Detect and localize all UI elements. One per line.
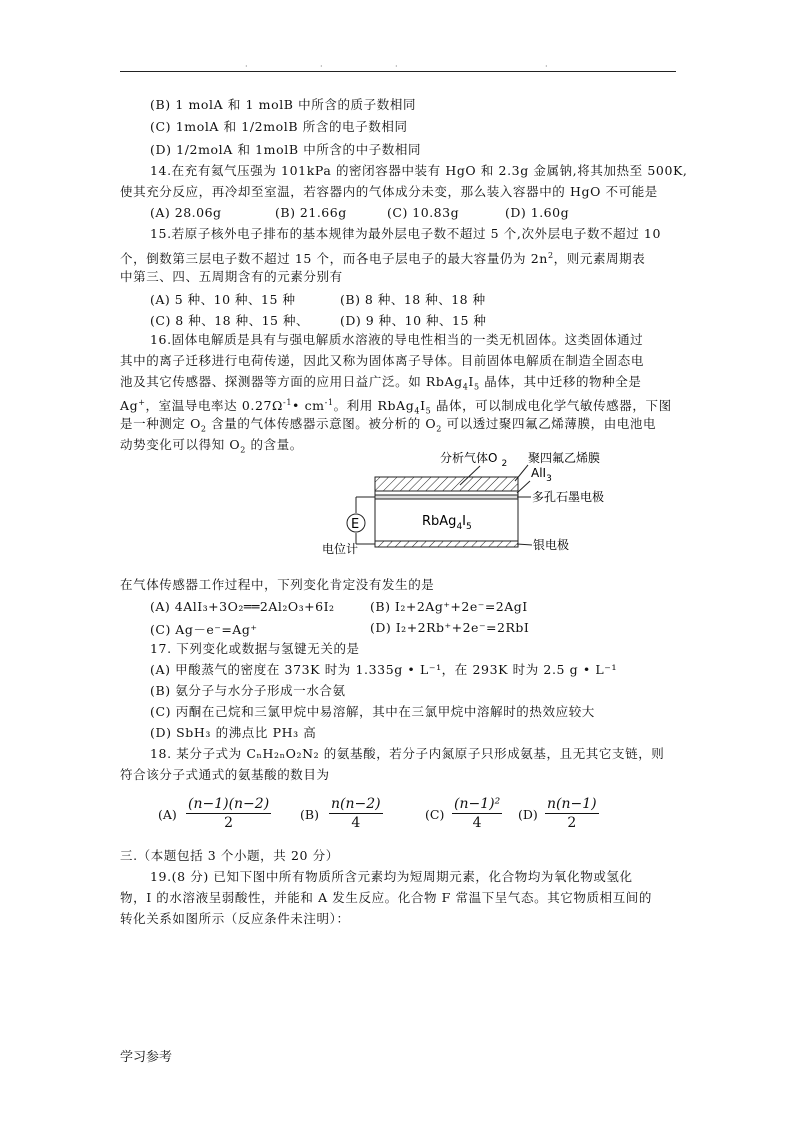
q15-option-b: (B) 8 种、18 种、18 种	[340, 292, 486, 307]
q15-line2: 个，倒数第三层电子数不超过 15 个，而各电子层电子的最大容量仍为 $2n^2$，则元素周期表	[120, 251, 646, 267]
q15-line1: 15.若原子核外电子排布的基本规律为最外层电子数不超过 5 个,次外层电子数不超过 10	[150, 226, 662, 241]
q14-line1: 14.在充有氦气压强为 101kPa 的密闭容器中装有 HgO 和 2.3g 金属钠,将其加热至 500K,	[150, 163, 688, 178]
silver-label: 银电极	[533, 538, 570, 552]
section3-heading: 三.（本题包括 3 个小题，共 20 分）	[120, 848, 339, 863]
q15-option-d: (D) 9 种、10 种、15 种	[340, 313, 487, 328]
q13-option-b: (B) 1 molA 和 1 molB 中所含的质子数相同	[150, 97, 417, 112]
q14-line2: 使其充分反应，再冷却至室温，若容器内的气体成分未变，那么装入容器中的 HgO 不可能是	[120, 184, 658, 199]
q18-option-b-fraction: n(n−2) 4	[331, 796, 381, 831]
ali3-layer	[375, 491, 518, 495]
q17-option-a: (A) 甲酸蒸气的密度在 373K 时为 1.335g • L⁻¹，在 293K 时为 2.5 g • L⁻¹	[150, 662, 618, 677]
q18-option-a-fraction: (n−1)(n−2) 2	[188, 796, 270, 831]
q13-option-c: (C) 1molA 和 1/2molB 所含的电子数相同	[150, 119, 408, 134]
q18-line1: 18. 某分子式为 CₙH₂ₙO₂N₂ 的氨基酸，若分子内氮原子只形成氨基，且无其它支链，则	[150, 746, 665, 761]
q13-option-d: (D) 1/2molA 和 1molB 中所含的中子数相同	[150, 142, 422, 157]
meter-e-label: E	[351, 517, 360, 532]
q19-line2: 物，I 的水溶液呈弱酸性，并能和 A 发生反应。化合物 F 常温下呈气态。其它物质相互间的	[120, 890, 653, 905]
q16-line4: Ag+，室温导电率达 $0.27\Omega^{-1}•$ $cm^{-1}$。利用 $RbAg_4I_5$ 晶体，可以制成电化学气敏传感器，下图	[120, 398, 672, 416]
q16-line5: 是一种测定 $O_2$ 含量的气体传感器示意图。被分析的 $O_2$ 可以透过聚四氟乙烯薄膜，由电池电	[120, 416, 657, 434]
footer-label: 学习参考	[120, 1050, 173, 1065]
graphite-electrode-layer	[375, 495, 518, 499]
q15-option-c: (C) 8 种、18 种、15 种、	[150, 313, 309, 328]
ptfe-film-layer	[375, 477, 518, 491]
q18-option-b-label: (B)	[300, 807, 319, 822]
meter-label: 电位计	[322, 542, 359, 556]
q16-line2: 其中的离子迁移进行电荷传递，因此又称为固体离子导体。目前固体电解质在制造全固态电	[120, 353, 645, 368]
q19-line1: 19.(8 分) 已知下图中所有物质所含元素均为短周期元素，化合物均为氧化物或氢化	[150, 869, 633, 884]
header-dot: ·	[320, 62, 323, 71]
q16-stem: 在气体传感器工作过程中，下列变化肯定没有发生的是	[120, 577, 435, 592]
electrolyte-label: $RbAg_4I_5$	[422, 514, 472, 532]
q17-stem: 17. 下列变化或数据与氢键无关的是	[150, 641, 360, 656]
q18-line2: 符合该分子式通式的氨基酸的数目为	[120, 767, 330, 782]
header-dot: ·	[545, 62, 548, 71]
q18-option-d-label: (D)	[518, 807, 538, 822]
ali3-label: AlI$_3$	[531, 466, 552, 484]
q14-option-d: (D) 1.60g	[505, 205, 570, 220]
q15-option-a: (A) 5 种、10 种、15 种	[150, 292, 296, 307]
q14-option-a: (A) 28.06g	[150, 205, 222, 220]
q16-option-c: (C) Ag－e⁻=Ag⁺	[150, 622, 258, 637]
graphite-label: 多孔石墨电极	[532, 490, 605, 504]
q16-option-a: (A) 4AlI₃+3O₂══2Al₂O₃+6I₂	[150, 599, 335, 614]
q17-option-b: (B) 氨分子与水分子形成一水合氨	[150, 683, 346, 698]
film-label: 聚四氟乙烯膜	[528, 451, 601, 465]
q18-option-a-label: (A)	[158, 807, 177, 822]
q16-line3: 池及其它传感器、探测器等方面的应用日益广泛。如 $RbAg_4I_5$ 晶体，其中迁移的物种全是	[120, 374, 642, 392]
header-rule	[120, 71, 676, 72]
q16-option-d: (D) I₂+2Rb⁺+2e⁻=2RbI	[370, 620, 530, 635]
q16-line1: 16.固体电解质是具有与强电解质水溶液的导电性相当的一类无机固体。这类固体通过	[150, 332, 644, 347]
q18-option-c-label: (C)	[425, 807, 445, 822]
q14-option-c: (C) 10.83g	[387, 205, 460, 220]
q17-option-d: (D) SbH₃ 的沸点比 PH₃ 高	[150, 725, 317, 740]
q19-line3: 转化关系如图所示（反应条件未注明）：	[120, 911, 350, 926]
silver-electrode-layer	[375, 541, 518, 547]
header-dot: ·	[245, 62, 248, 71]
q18-option-c-fraction: (n−1)² 4	[454, 796, 501, 831]
q14-option-b: (B) 21.66g	[275, 205, 347, 220]
q18-option-d-fraction: n(n−1) 2	[547, 796, 597, 831]
q15-line3: 中第三、四、五周期含有的元素分别有	[120, 269, 343, 284]
header-dot: ·	[395, 62, 398, 71]
q16-option-b: (B) I₂+2Ag⁺+2e⁻=2AgI	[370, 599, 528, 614]
gas-sensor-diagram	[310, 445, 630, 560]
q16-line6: 动势变化可以得知 $O_2$ 的含量。	[120, 437, 303, 455]
q17-option-c: (C) 丙酮在己烷和三氯甲烷中易溶解，其中在三氯甲烷中溶解时的热效应较大	[150, 704, 595, 719]
gas-label: 分析气体O $_2$	[440, 451, 508, 469]
